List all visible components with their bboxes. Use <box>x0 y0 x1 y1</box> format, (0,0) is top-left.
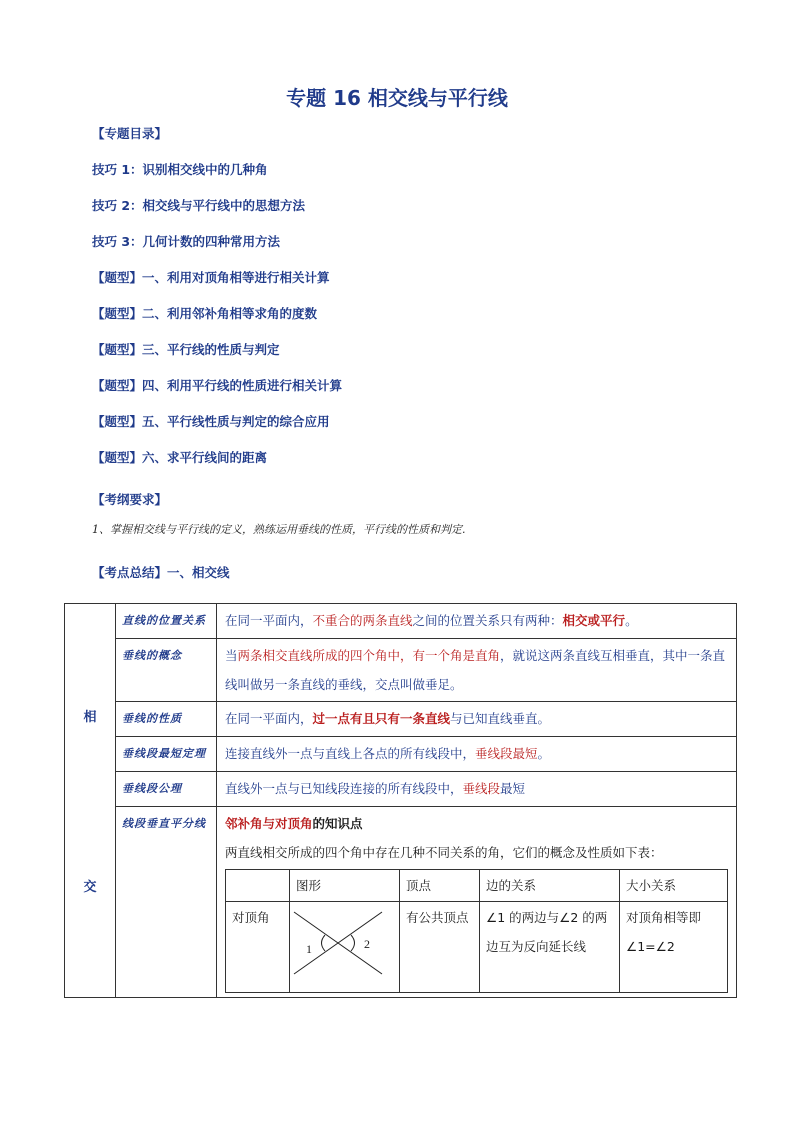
row-label: 垂线的概念 <box>116 639 217 702</box>
toc-item: 【题型】三、平行线的性质与判定 <box>92 342 280 357</box>
angle-name: 对顶角 <box>226 902 290 993</box>
side-label <box>65 604 116 998</box>
side-char: 相 <box>83 710 97 725</box>
vertex-cell: 有公共顶点 <box>400 902 480 993</box>
row-label: 垂线的性质 <box>116 702 217 737</box>
intro-text: 两直线相交所成的四个角中存在几种不同关系的角，它们的概念及性质如下表： <box>225 845 663 860</box>
angle-label-2: 2 <box>364 937 370 951</box>
row-content: 在同一平面内，不重合的两条直线之间的位置关系只有两种：相交或平行。 <box>217 604 737 639</box>
requirements-header: 【考纲要求】 <box>92 492 168 507</box>
inner-header: 大小关系 <box>620 870 728 902</box>
toc-item: 【题型】五、平行线性质与判定的综合应用 <box>92 414 330 429</box>
toc-item: 技巧 3：几何计数的四种常用方法 <box>92 234 281 249</box>
intersecting-lines-figure <box>290 902 398 982</box>
size-cell: 对顶角相等即∠1=∠2 <box>620 902 728 993</box>
summary-header: 【考点总结】一、相交线 <box>92 565 230 580</box>
toc-header: 【专题目录】 <box>92 126 168 141</box>
angle-table <box>225 869 728 993</box>
toc-item: 【题型】四、利用平行线的性质进行相关计算 <box>92 378 343 393</box>
toc-item: 【题型】六、求平行线间的距离 <box>92 450 268 465</box>
summary-table <box>64 603 737 998</box>
toc-item: 【题型】一、利用对顶角相等进行相关计算 <box>92 270 330 285</box>
row-label: 垂线段公理 <box>116 772 217 807</box>
inner-header <box>226 870 290 902</box>
angle-arc-2 <box>351 935 355 951</box>
row-content: 直线外一点与已知线段连接的所有线段中，垂线段最短 <box>217 772 737 807</box>
page-title: 专题 16 相交线与平行线 <box>286 86 508 110</box>
toc-item: 技巧 1：识别相交线中的几种角 <box>92 162 268 177</box>
row-content: 当两条相交直线所成的四个角中，有一个角是直角，就说这两条直线互相垂直，其中一条直线叫做另一条直线的垂线，交点叫做垂足。 <box>217 639 737 702</box>
inner-header: 顶点 <box>400 870 480 902</box>
row-content: 在同一平面内，过一点有且只有一条直线与已知直线垂直。 <box>217 702 737 737</box>
edges-cell: ∠1 的两边与∠2 的两边互为反向延长线 <box>480 902 620 993</box>
side-char: 交 <box>83 880 97 895</box>
row-label: 直线的位置关系 <box>116 604 217 639</box>
requirements-text: 1、掌握相交线与平行线的定义，熟练运用垂线的性质，平行线的性质和判定. <box>92 523 466 536</box>
toc-item: 技巧 2：相交线与平行线中的思想方法 <box>92 198 306 213</box>
inner-header: 边的关系 <box>480 870 620 902</box>
inner-header: 图形 <box>290 870 400 902</box>
row-content: 邻补角与对顶角的知识点 两直线相交所成的四个角中存在几种不同关系的角，它们的概念及性质如下表： 图形 顶点 边的关系 大小关系 对顶角 1 2 有公共顶点 ∠1 的两边与∠2 的两边互为反向延长线 对顶角相等即∠1=∠2 <box>217 807 737 998</box>
angle-label-1: 1 <box>306 942 312 956</box>
row-content: 连接直线外一点与直线上各点的所有线段中，垂线段最短。 <box>217 737 737 772</box>
angle-figure <box>290 902 400 993</box>
row-label: 线段垂直平分线 <box>116 807 217 998</box>
angle-arc-1 <box>322 935 326 951</box>
row-label: 垂线段最短定理 <box>116 737 217 772</box>
toc-item: 【题型】二、利用邻补角相等求角的度数 <box>92 306 318 321</box>
